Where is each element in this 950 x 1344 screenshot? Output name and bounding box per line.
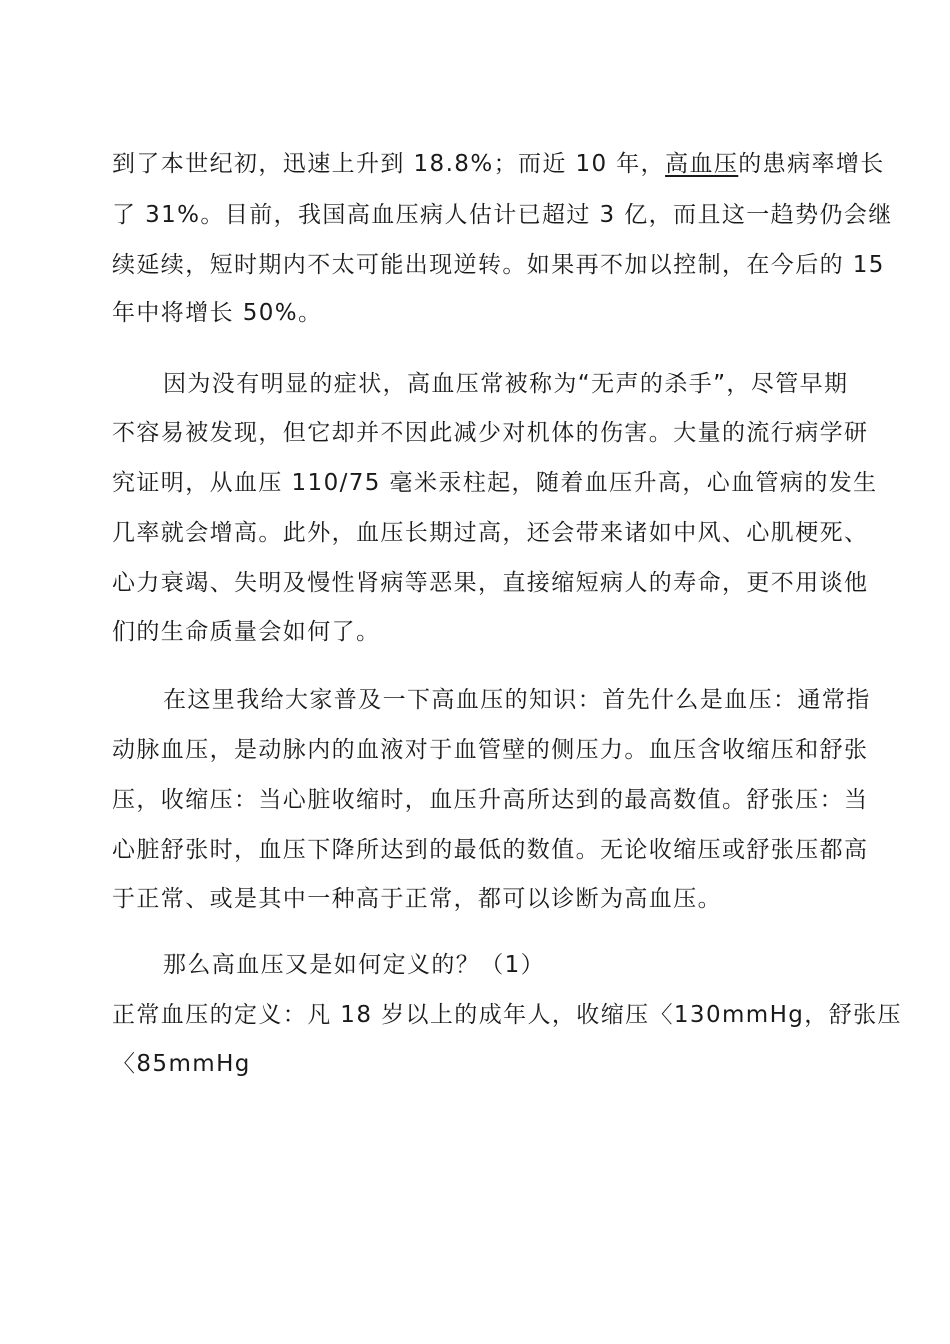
text-line: 究证明，从血压 110/75 毫米汞柱起，随着血压升高，心血管病的发生 [112,470,878,496]
text-line: 因为没有明显的症状，高血压常被称为“无声的杀手”，尽管早期 [163,371,849,397]
text-line: 压，收缩压：当心脏收缩时，血压升高所达到的最高数值。舒张压：当 [112,787,869,813]
text-line: 那么高血压又是如何定义的？（1） [163,952,546,978]
text-segment: 的患病率增长 [738,151,885,177]
text-line: 了 31%。目前，我国高血压病人估计已超过 3 亿，而且这一趋势仍会继 [112,202,893,228]
hypertension-link[interactable]: 高血压 [665,151,739,177]
text-line: 心力衰竭、失明及慢性肾病等恶果，直接缩短病人的寿命，更不用谈他 [112,570,869,596]
text-line: 动脉血压，是动脉内的血液对于血管壁的侧压力。血压含收缩压和舒张 [112,737,869,763]
text-line: 年中将增长 50%。 [112,300,323,326]
text-line: 于正常、或是其中一种高于正常，都可以诊断为高血压。 [112,886,722,912]
text-line: 几率就会增高。此外，血压长期过高，还会带来诸如中风、心肌梗死、 [112,520,869,546]
text-line: 〈85mmHg [112,1051,251,1077]
text-segment: 到了本世纪初，迅速上升到 18.8%；而近 10 年， [112,151,666,177]
text-line: 不容易被发现，但它却并不因此减少对机体的伤害。大量的流行病学研 [112,420,869,446]
text-line: 们的生命质量会如何了。 [112,619,381,645]
text-line: 在这里我给大家普及一下高血压的知识：首先什么是血压：通常指 [163,687,871,713]
text-line: 续延续，短时期内不太可能出现逆转。如果再不加以控制，在今后的 15 [112,252,885,278]
text-line [112,149,885,179]
text-line: 心脏舒张时，血压下降所达到的最低的数值。无论收缩压或舒张压都高 [112,837,869,863]
text-line: 正常血压的定义：凡 18 岁以上的成年人，收缩压〈130mmHg，舒张压 [112,1002,902,1028]
